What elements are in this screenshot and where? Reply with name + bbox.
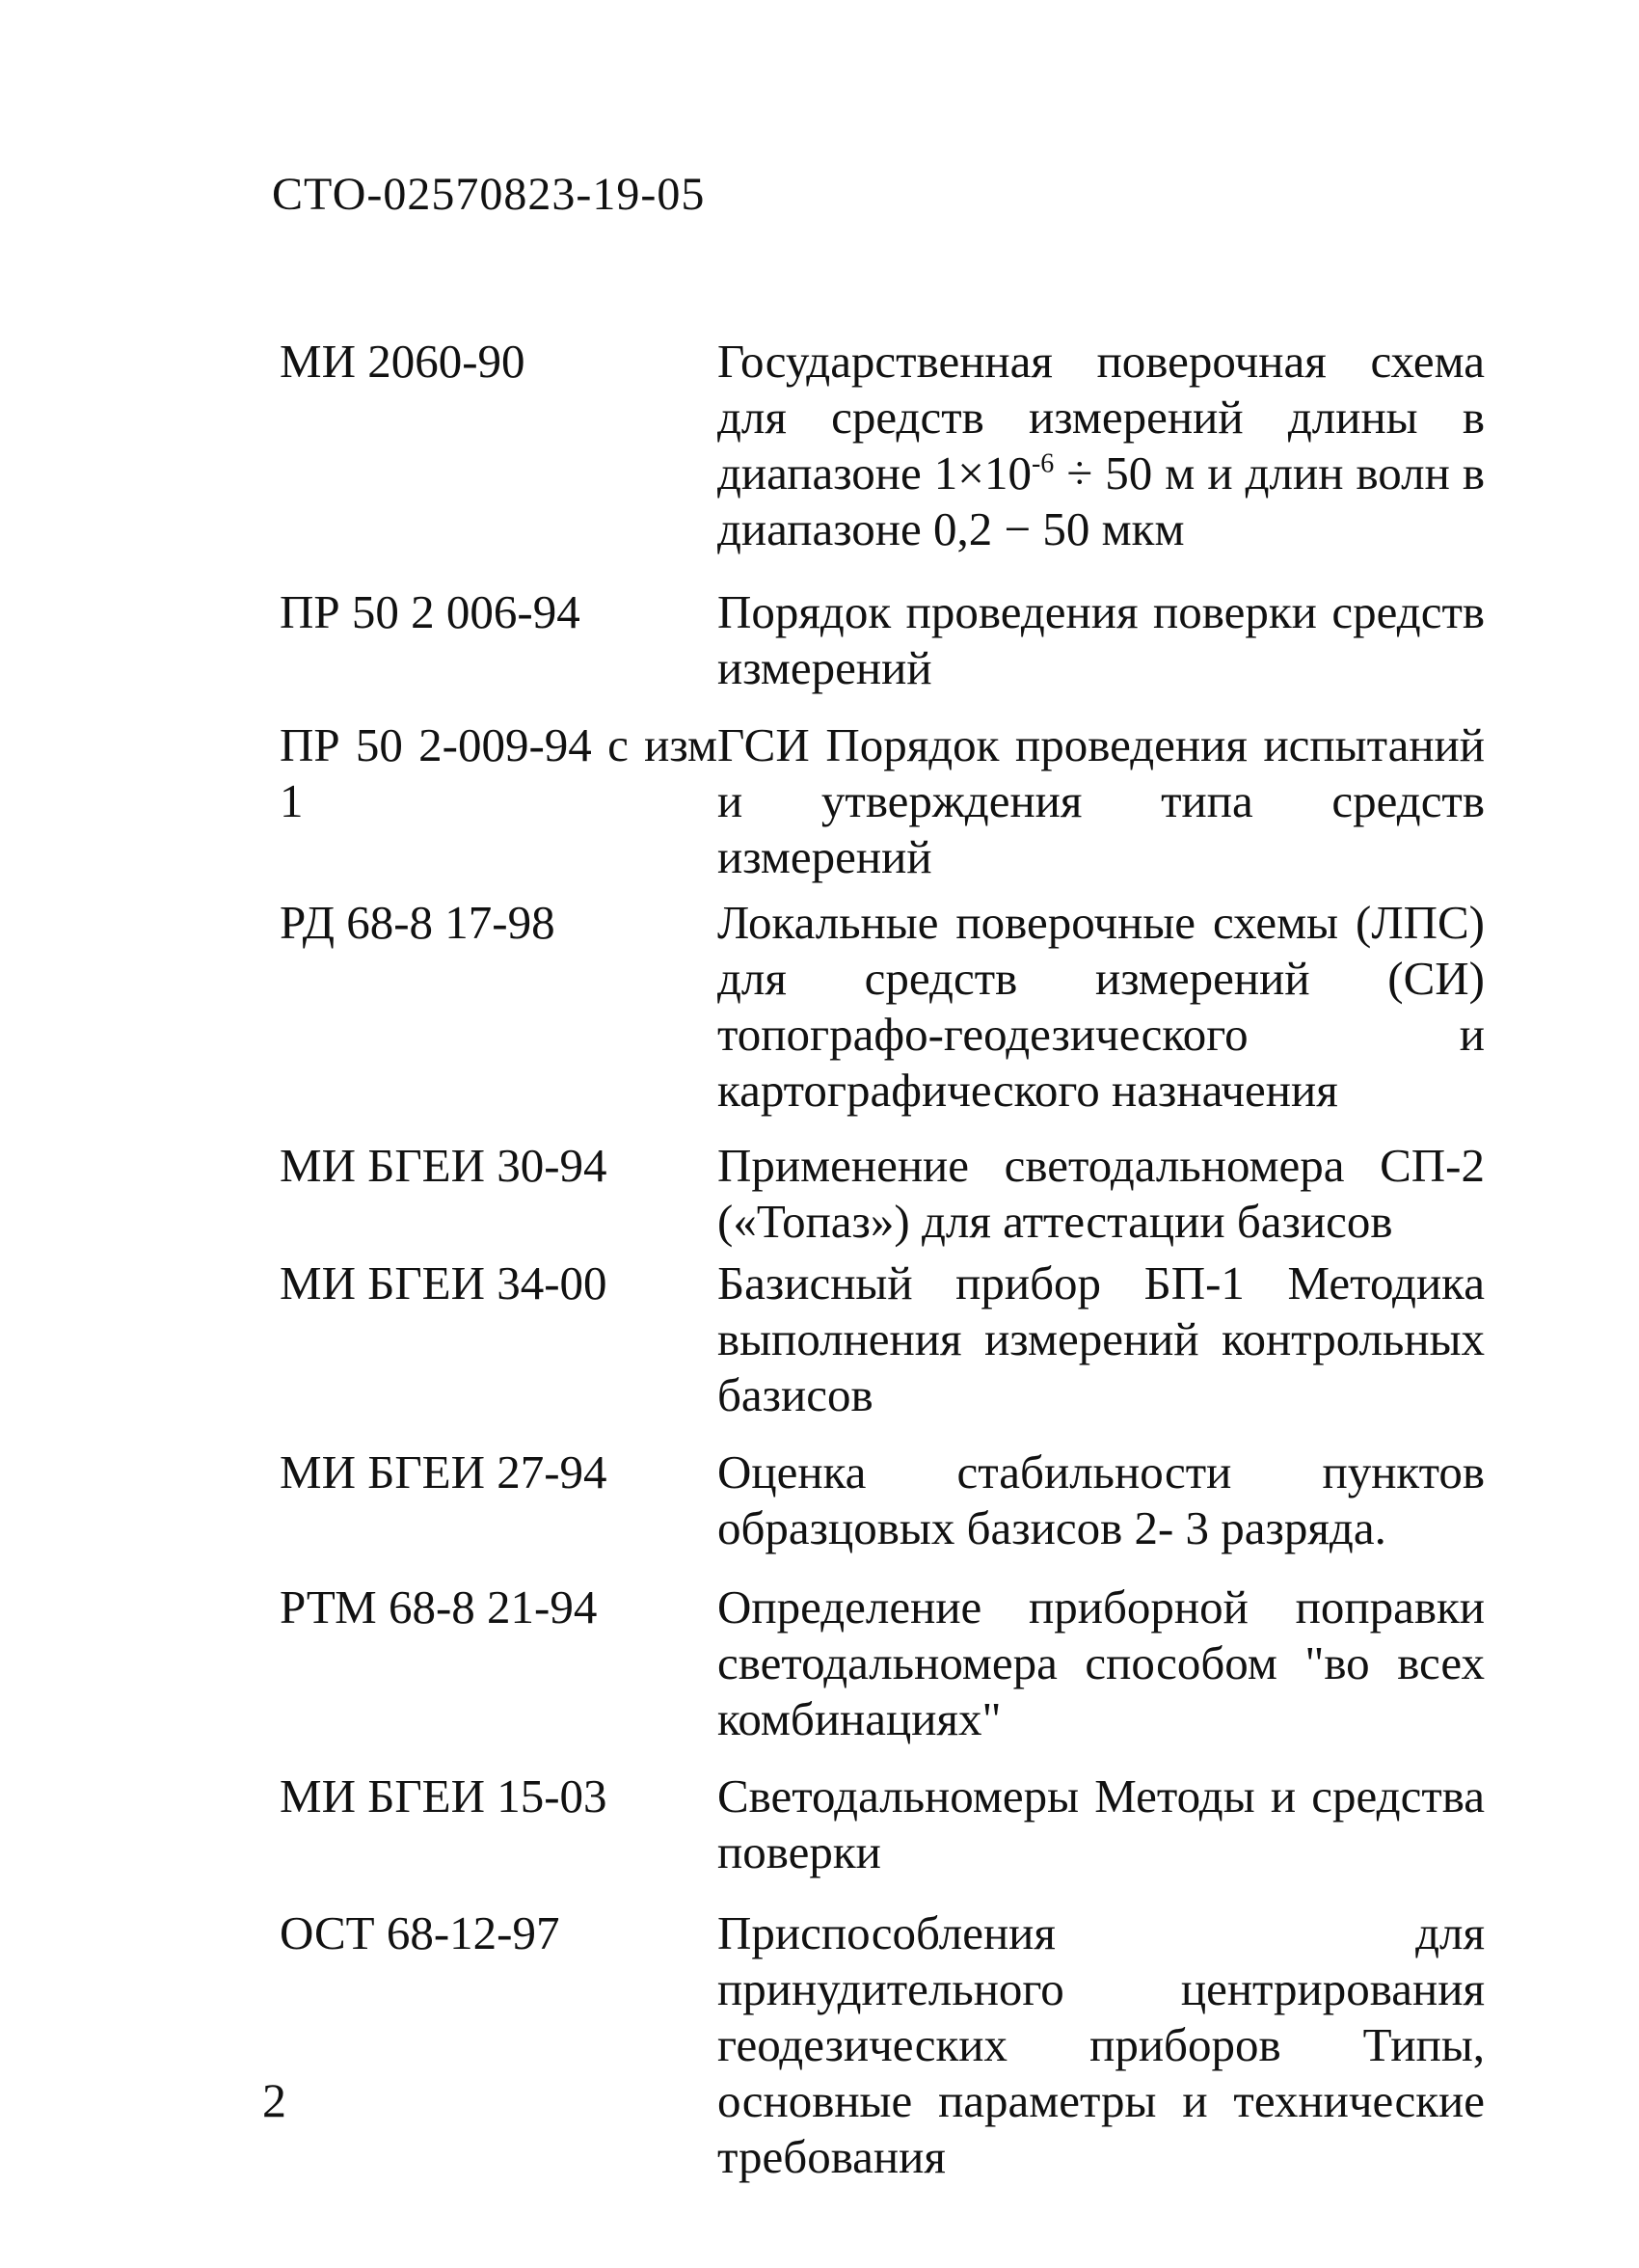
reference-item	[280, 1444, 1485, 1556]
reference-code: МИ БГЕИ 30-94	[280, 1139, 607, 1192]
reference-title-exponent: -6	[1031, 448, 1055, 479]
reference-title-part: Государственная поверочная схема для средств измерений длины в диапазоне 1×10	[717, 335, 1485, 500]
reference-code: МИ БГЕИ 27-94	[280, 1445, 607, 1498]
reference-item	[280, 895, 1485, 1119]
document-code: СТО-02570823-19-05	[272, 169, 706, 220]
references-list	[280, 334, 1485, 2185]
reference-title: Определение приборной поправки светодальномера способом "во всех комбинациях"	[717, 1580, 1485, 1745]
reference-item	[280, 1905, 1485, 2185]
reference-item	[280, 1580, 1485, 1747]
reference-code: ПР 50 2 006-94	[280, 585, 580, 638]
reference-code: РТМ 68-8 21-94	[280, 1580, 598, 1634]
reference-item	[280, 1256, 1485, 1423]
reference-title: Порядок проведения поверки средств измерений	[717, 585, 1485, 694]
reference-code: МИ БГЕИ 34-00	[280, 1256, 607, 1310]
reference-code: МИ БГЕИ 15-03	[280, 1769, 607, 1822]
reference-item	[280, 1138, 1485, 1250]
reference-title: Оценка стабильности пунктов образцовых базисов 2- 3 разряда.	[717, 1445, 1485, 1554]
reference-code: РД 68-8 17-98	[280, 896, 555, 949]
reference-title: Локальные поверочные схемы (ЛПС) для средств измерений (СИ) топографо-геодезического и картографического назначения	[717, 896, 1485, 1117]
reference-code: ПР 50 2-009-94 с изм 1	[280, 718, 717, 827]
reference-title: Светодальномеры Методы и средства поверки	[717, 1769, 1485, 1878]
page-number: 2	[262, 2073, 286, 2127]
reference-title: Применение светодальномера СП-2 («Топаз») для аттестации базисов	[717, 1139, 1485, 1248]
reference-title: Приспособления для принудительного центрирования геодезических приборов Типы, основные параметры и технические требования	[717, 1906, 1485, 2183]
reference-code: МИ 2060-90	[280, 335, 525, 388]
reference-item	[280, 717, 1485, 885]
reference-title: Базисный прибор БП-1 Методика выполнения измерений контрольных базисов	[717, 1256, 1485, 1421]
reference-code: ОСТ 68-12-97	[280, 1906, 560, 1959]
reference-item	[280, 1768, 1485, 1880]
reference-title-part: ÷ 50 м и длин волн в диапазоне 0,2 − 50 мкм	[717, 446, 1485, 555]
reference-title: ГСИ Порядок проведения испытаний и утверждения типа средств измерений	[717, 718, 1485, 883]
reference-title	[717, 334, 1485, 557]
reference-item	[280, 584, 1485, 696]
reference-item	[280, 334, 1485, 557]
